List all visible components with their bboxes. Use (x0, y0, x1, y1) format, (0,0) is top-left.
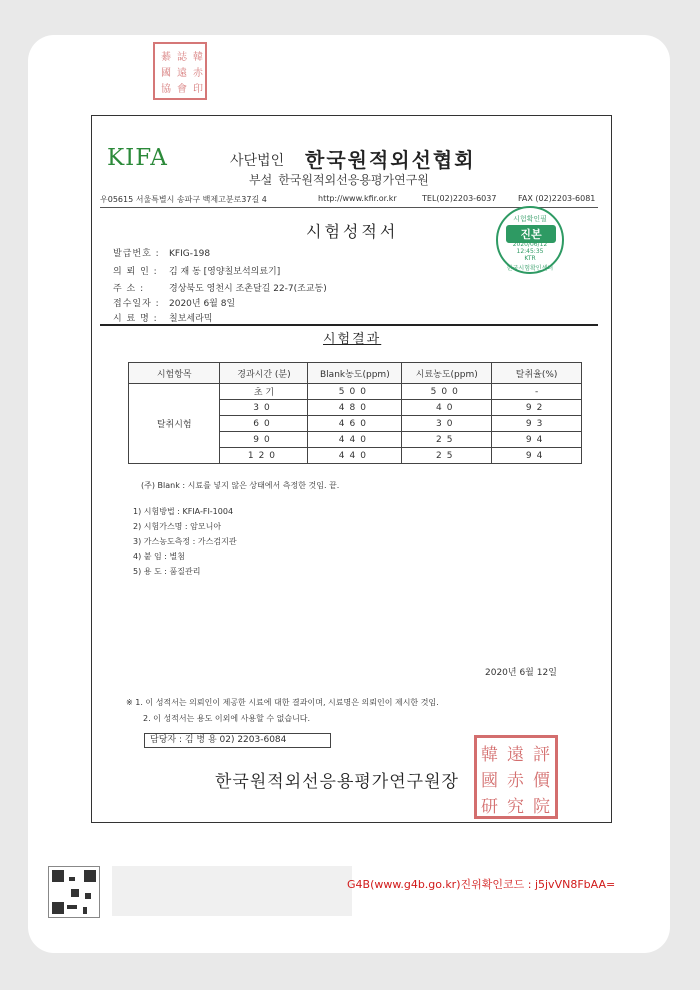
sub-institute (249, 171, 429, 188)
table-row: 120 440 25 94 (129, 448, 582, 464)
table-note: (주) Blank : 시료를 넣지 않은 상태에서 측정한 것임. 끝. (141, 481, 340, 490)
method-item: 4) 붙 임 : 별첨 (133, 552, 185, 561)
header-blank: Blank농도(ppm) (308, 363, 402, 384)
seal-top-text: 시험확인필 (513, 215, 547, 223)
association-name: 한국원적외선협회 (305, 148, 476, 172)
tel-number: TEL(02)2203-6037 (422, 194, 497, 203)
method-item: 2) 시험가스명 : 암모니아 (133, 522, 222, 531)
seal-datetime: 2020/06/12 12:45:35 KTR (512, 241, 548, 262)
institute-red-seal: 韓 遠 評 國 赤 價 研 究 院 (474, 735, 558, 819)
table-row: 30 480 40 92 (129, 400, 582, 416)
header-item: 시험항목 (129, 363, 220, 384)
seal-bottom-text: 한국시험확인센터 (506, 265, 554, 272)
warning-line-2: 2. 이 성적서는 용도 이외에 사용할 수 없습니다. (143, 714, 311, 723)
method-item: 5) 용 도 : 품질관리 (133, 567, 201, 576)
result-table (128, 362, 582, 464)
institute-signature: 한국원적외선응용평가연구원장 (215, 772, 459, 792)
website-link[interactable]: http://www.kfir.or.kr (318, 194, 397, 203)
red-seal-stamp-top: 綦 誌 韓 國 遠 赤 協 會 印 (153, 42, 207, 100)
postcode-address: 우05615 서울특별시 송파구 백제고분로37길 4 (100, 195, 267, 204)
verification-code: G4B(www.g4b.go.kr)진위확인코드 : j5jvVN8FbAA= (347, 878, 616, 891)
document-title: 시험성적서 (306, 222, 399, 241)
header-rate: 탈취율(%) (492, 363, 582, 384)
seal-badge: 진본 (506, 225, 556, 243)
sub-institute-name: 한국원적외선응용평가연구원 (278, 173, 429, 187)
method-item: 1) 시험방법 : KFIA-FI-1004 (133, 507, 234, 516)
fax-number: FAX (02)2203-6081 (518, 194, 596, 203)
test-item-cell: 탈취시험 (129, 384, 220, 464)
warning-line-1: ※ 1. 이 성적서는 의뢰인이 제공한 시료에 대한 결과이며, 시료명은 의뢰인이 제시한 것임. (126, 698, 439, 707)
qr-code[interactable] (48, 866, 100, 918)
header-elapsed: 경과시간 (분) (220, 363, 308, 384)
issue-date: 2020년 6월 12일 (485, 668, 557, 678)
field-issue-number: 발급번호 : KFIG-198 (113, 249, 211, 259)
corp-prefix: 사단법인 (230, 153, 285, 169)
kifa-logo: KIFA (107, 145, 168, 171)
table-row: 60 460 30 93 (129, 416, 582, 432)
field-address: 주 소 : 경상북도 영천시 조촌달길 22-7(조교동) (113, 284, 327, 294)
field-received-date: 접수일자 : 2020년 6월 8일 (113, 299, 236, 309)
2d-barcode (112, 866, 352, 916)
header-sample: 시료농도(ppm) (402, 363, 492, 384)
contact-box: 담당자 : 김 병 용 02) 2203-6084 (144, 733, 331, 748)
section-divider (100, 324, 598, 326)
table-row: 탈취시험 초 기 500 500 - (129, 384, 582, 400)
method-item: 3) 가스농도측정 : 가스검지관 (133, 537, 237, 546)
sub-label: 부설 (249, 173, 273, 187)
field-sample-name: 시 료 명 : 칠보세라믹 (113, 314, 213, 324)
result-title: 시험결과 (323, 332, 382, 347)
table-header-row (129, 363, 582, 384)
field-client: 의 뢰 인 : 김 재 동 [영양칠보석의료기] (113, 267, 281, 277)
table-row: 90 440 25 94 (129, 432, 582, 448)
verification-seal (496, 206, 564, 274)
